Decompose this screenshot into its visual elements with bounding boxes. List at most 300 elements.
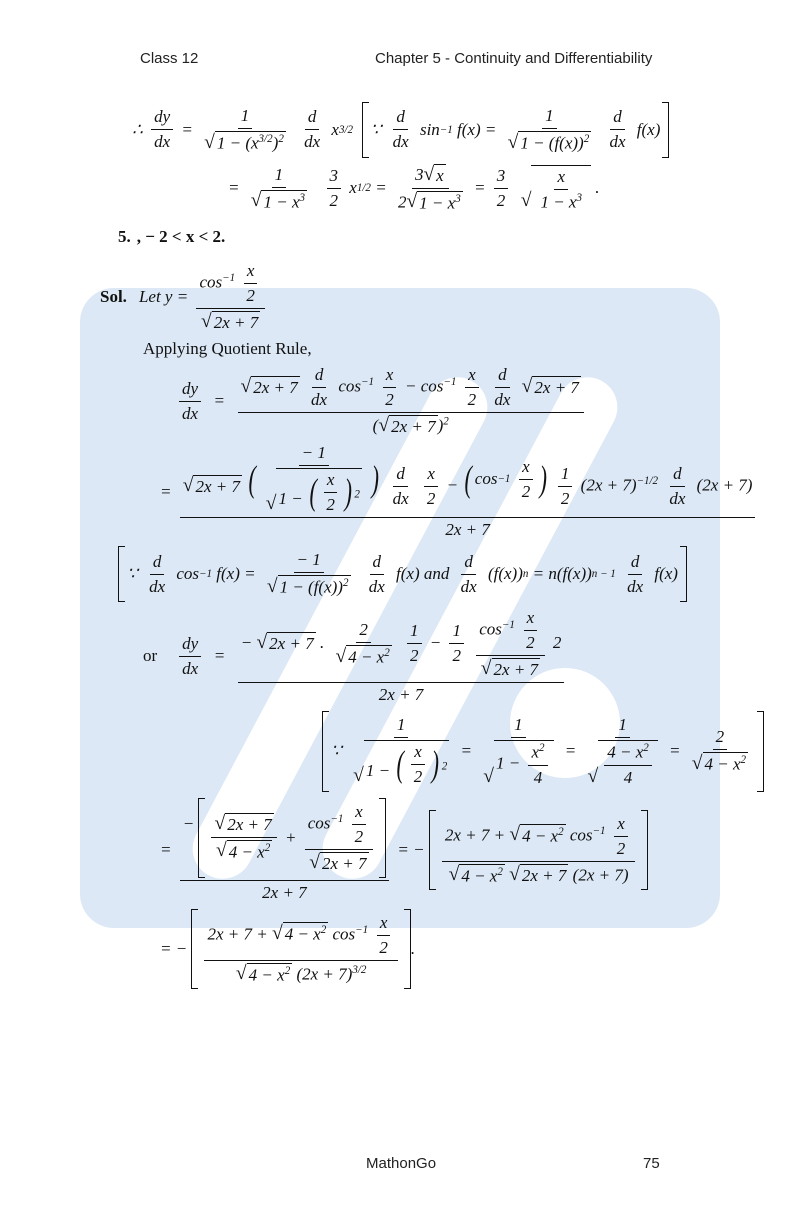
denominator (376, 683, 427, 705)
radicand (520, 864, 569, 886)
numerator (628, 552, 643, 575)
numerator (180, 443, 756, 518)
math-text: 2x + 7 (322, 853, 367, 873)
denominator (478, 656, 543, 680)
radicand (225, 813, 274, 835)
fraction (248, 165, 310, 213)
radicand (532, 376, 581, 398)
math-text: 1 − x (263, 192, 300, 212)
radicand (247, 963, 293, 986)
fraction (180, 798, 389, 903)
math-text: 2x + 7 (253, 377, 298, 397)
fraction (366, 552, 388, 597)
math-text (606, 825, 610, 844)
math-text: 1 (452, 621, 461, 641)
radicand (703, 752, 749, 775)
math-text: x (526, 607, 535, 627)
fraction (196, 261, 264, 333)
math-text: f(x) = (212, 564, 260, 584)
math-text (598, 120, 602, 140)
square-root (216, 840, 272, 863)
math-text: 4 − x (348, 647, 385, 667)
superscript (502, 619, 515, 631)
denominator (424, 487, 439, 509)
radical-sign: √ (480, 657, 492, 679)
math-text: = (664, 741, 685, 761)
math-text: dx (494, 390, 511, 410)
math-text: sin (415, 119, 440, 139)
equation-line-4 (160, 443, 753, 540)
denominator (146, 575, 168, 597)
fraction (350, 715, 452, 787)
numerator (713, 727, 728, 750)
math-text (368, 924, 372, 943)
radical-sign: √ (521, 375, 533, 397)
numerator (449, 621, 464, 644)
math-text: . (591, 178, 600, 198)
fraction (201, 106, 289, 154)
math-text: ) (272, 133, 279, 153)
superscript (593, 825, 606, 837)
parenthesis-group (394, 742, 441, 787)
math-text: cos (334, 376, 362, 396)
square-bracket-group (429, 810, 648, 891)
math-text: 1 − x (419, 193, 456, 213)
math-text: 2 (643, 741, 649, 754)
math-text (550, 476, 554, 495)
equation-line-3 (175, 365, 800, 437)
denominator (491, 388, 513, 410)
superscript (343, 577, 349, 589)
math-text: dy (182, 633, 199, 653)
square-root (335, 645, 391, 668)
square-root (483, 740, 553, 788)
superscript (354, 489, 360, 501)
numerator (356, 620, 371, 643)
math-text (416, 476, 420, 495)
fraction (179, 634, 201, 679)
denominator (366, 575, 388, 597)
numerator (324, 470, 338, 493)
math-text: d (396, 464, 405, 484)
math-text: n (522, 568, 529, 581)
radicand (494, 740, 554, 788)
fraction (382, 365, 397, 410)
math-text: 2 (526, 632, 535, 652)
superscript (497, 866, 503, 878)
radicand (276, 468, 361, 515)
radical-sign: √ (250, 190, 262, 212)
math-text: 3 (455, 192, 461, 205)
math-text: 2 (560, 489, 570, 509)
superscript (592, 568, 616, 580)
denominator (259, 881, 310, 903)
math-text: 3 (414, 164, 424, 184)
superscript (355, 923, 368, 935)
radical-sign: √ (201, 311, 212, 333)
math-text: = (160, 481, 176, 501)
denominator (614, 837, 629, 859)
fraction (243, 261, 258, 306)
denominator (607, 130, 629, 152)
math-text: 1 (240, 106, 250, 125)
parenthesis-group (307, 470, 354, 515)
math-text: d (630, 551, 640, 571)
equation-line-9 (160, 909, 800, 990)
math-text: 2x + 7 (493, 659, 539, 679)
radical-sign: √ (214, 812, 226, 834)
math-text: 2 (385, 390, 394, 410)
math-text: = − (160, 938, 192, 958)
denominator (332, 643, 394, 668)
math-text: = (456, 741, 477, 761)
math-text: x (246, 261, 255, 281)
square-bracket-group (198, 798, 386, 878)
math-text: cos (328, 924, 356, 944)
denominator (689, 750, 751, 775)
math-text: = (560, 741, 581, 761)
math-text: 1 − (x (216, 133, 259, 153)
radical-sign: √ (509, 824, 521, 846)
math-text: −1 (439, 123, 453, 136)
superscript (558, 826, 564, 838)
math-text (510, 469, 514, 489)
numerator (614, 814, 628, 837)
radicand (434, 164, 446, 186)
math-text: = (205, 646, 234, 666)
radicand (215, 131, 286, 154)
math-text (616, 564, 620, 584)
fraction (505, 106, 595, 154)
denominator (523, 631, 538, 653)
fraction (604, 742, 652, 788)
math-text: − 1 (296, 550, 321, 570)
superscript (357, 182, 371, 194)
math-text: 1 − x (540, 192, 577, 212)
math-text: (2x + 7) (568, 865, 629, 885)
math-text: dx (669, 489, 686, 509)
fraction (442, 814, 635, 887)
math-text: ∵ (127, 564, 143, 584)
math-text: 1 (514, 714, 523, 734)
radical-sign: √ (256, 631, 268, 653)
math-text: 3/2 (352, 963, 367, 976)
denominator (327, 189, 342, 211)
parenthesis-group (462, 457, 549, 502)
square-root (183, 475, 242, 497)
denominator (621, 766, 636, 788)
numerator (670, 464, 685, 487)
numerator (238, 106, 253, 129)
fraction (585, 715, 661, 788)
math-text: n − 1 (591, 568, 616, 581)
math-text: 4 − x (228, 842, 265, 862)
radical-sign: √ (240, 375, 252, 397)
radicand (283, 922, 329, 945)
superscript (584, 133, 590, 145)
fraction (151, 107, 173, 152)
fraction (180, 443, 756, 540)
superscript (259, 133, 273, 145)
math-text: dx (392, 132, 409, 152)
denominator (494, 189, 509, 211)
numerator (528, 742, 547, 766)
radical-sign: √ (235, 963, 247, 985)
numerator (554, 167, 568, 190)
math-text: dy (154, 107, 171, 127)
square-root (522, 376, 581, 398)
math-text (381, 476, 385, 495)
math-text: 1 (560, 464, 570, 484)
page-header (0, 50, 800, 72)
radical-sign: √ (520, 190, 532, 212)
math-text: + (280, 827, 301, 847)
fraction (179, 379, 201, 424)
math-text: ∴ (132, 119, 148, 139)
square-root (267, 575, 351, 598)
fraction (411, 742, 426, 787)
denominator (449, 644, 464, 666)
square-root (309, 852, 368, 874)
denominator (411, 765, 426, 787)
superscript (741, 754, 747, 766)
math-text: − 1 (301, 443, 326, 463)
radicand (520, 824, 566, 847)
math-text: 2 (496, 190, 506, 210)
numerator (196, 261, 264, 309)
math-text: − (442, 475, 463, 495)
denominator (480, 738, 556, 788)
let-expression (139, 261, 269, 333)
denominator (243, 284, 258, 306)
math-text: x (414, 742, 422, 762)
math-text: 4 − x (522, 826, 559, 846)
math-text: d (152, 551, 162, 571)
fraction (395, 164, 466, 214)
math-text (358, 564, 362, 584)
math-text: dx (368, 576, 385, 596)
radical-sign: √ (204, 131, 215, 153)
math-text: 2 (426, 489, 436, 509)
math-text: d (307, 107, 317, 127)
math-text: 2x + 7 (391, 417, 436, 437)
math-text (235, 273, 239, 292)
math-text: −1 (222, 272, 236, 285)
radicand (459, 864, 505, 887)
numerator (461, 552, 476, 575)
square-root (241, 376, 300, 398)
numerator (519, 457, 533, 480)
denominator (446, 862, 632, 887)
math-text: 4 − x (704, 755, 741, 775)
superscript (384, 647, 390, 659)
square-root (509, 824, 565, 847)
math-text: 1 (410, 621, 419, 641)
square-root (449, 864, 505, 887)
parenthesis-group (246, 443, 381, 515)
denominator (390, 130, 412, 152)
math-text: x (355, 801, 363, 821)
numerator (407, 621, 422, 644)
math-text (515, 619, 519, 638)
square-root (204, 131, 286, 154)
math-text: x (379, 912, 388, 932)
numerator (305, 802, 373, 850)
math-text: (f(x)) (483, 564, 523, 584)
math-text (353, 120, 362, 140)
fraction (407, 621, 422, 666)
math-text: 1 (618, 714, 627, 734)
superscript (300, 192, 306, 204)
denominator (390, 487, 412, 509)
numerator (179, 379, 201, 402)
math-text: 2 (379, 937, 388, 957)
math-text: dx (182, 658, 199, 678)
math-text (314, 178, 323, 198)
math-text: f(x) (650, 564, 678, 584)
math-text: f(x) = (452, 119, 501, 139)
math-text: = (370, 178, 391, 198)
math-text: −1 (592, 824, 606, 837)
radicand (278, 575, 351, 598)
denominator (458, 575, 480, 597)
radicand (492, 658, 541, 680)
math-text: f(x) (632, 119, 661, 139)
numerator (150, 552, 165, 575)
math-text: = (228, 178, 244, 198)
math-text: = (469, 178, 490, 198)
or-label: or (143, 646, 158, 666)
square-root (236, 963, 292, 986)
math-text: x (557, 166, 565, 186)
denominator (306, 850, 371, 874)
math-text: −1 (501, 618, 515, 631)
math-text: = (160, 840, 176, 860)
square-root (378, 415, 437, 437)
numerator (511, 715, 526, 738)
math-text: dx (627, 576, 644, 596)
math-text: 2 (452, 646, 461, 666)
fraction (390, 464, 412, 509)
fraction (305, 802, 373, 874)
radical-sign: √ (309, 851, 321, 873)
square-root (272, 922, 328, 945)
math-text (374, 377, 378, 396)
denominator (395, 189, 466, 214)
fraction (476, 608, 544, 680)
denominator (376, 936, 391, 958)
denominator (151, 130, 173, 152)
fraction (494, 166, 509, 211)
math-text: x (617, 813, 625, 833)
math-text: dx (149, 576, 166, 596)
square-root (266, 468, 362, 515)
math-text: 2 (521, 481, 531, 501)
numerator (610, 107, 625, 130)
numerator (604, 742, 652, 766)
radical-sign: √ (406, 191, 418, 213)
math-text: 2x + 7 (227, 814, 272, 834)
math-text: 2 (359, 620, 368, 640)
math-text: ∵ (370, 119, 386, 139)
numerator (352, 802, 366, 825)
denominator (179, 657, 201, 679)
math-text: x (468, 365, 476, 385)
denominator (505, 129, 595, 154)
math-text: 2x + 7 (195, 476, 240, 496)
square-bracket-group (362, 102, 670, 158)
denominator (248, 188, 310, 213)
radical-sign: √ (215, 840, 227, 862)
radical-sign: √ (423, 163, 435, 185)
denominator (585, 738, 661, 788)
math-text: f(x) and (391, 564, 454, 584)
fraction (308, 365, 330, 410)
radical-sign: √ (266, 575, 278, 597)
math-text: 2 (278, 133, 284, 145)
math-text (468, 633, 472, 652)
math-text: 2 (320, 924, 327, 937)
numerator (312, 365, 327, 388)
math-text: −1 (199, 568, 213, 581)
math-text: dx (311, 390, 328, 410)
superscript (440, 124, 453, 136)
math-text: −1 (355, 923, 369, 936)
math-text: x (385, 365, 394, 385)
fraction (558, 464, 573, 509)
radical-sign: √ (265, 493, 277, 515)
math-text: . (315, 632, 329, 652)
math-text: 2x + 7 (445, 520, 490, 540)
math-text: 4 (623, 767, 633, 787)
radicand (261, 190, 307, 213)
math-text: x (427, 464, 435, 484)
math-text: 2 (354, 826, 364, 846)
denominator (263, 466, 365, 515)
denominator (465, 388, 480, 410)
math-text (658, 476, 662, 495)
math-text: 3 (329, 165, 339, 185)
fraction (424, 464, 439, 509)
math-text: ( (372, 416, 379, 436)
math-text: 1 (274, 164, 284, 184)
math-text: = − (393, 840, 429, 860)
denominator (350, 738, 452, 787)
math-text: 2x + 7 (262, 882, 307, 902)
superscript (222, 272, 235, 284)
radicand (251, 376, 300, 398)
square-bracket-group (191, 909, 410, 990)
math-text: dx (460, 576, 477, 596)
numerator (244, 261, 258, 284)
math-text (399, 633, 403, 652)
fraction (607, 107, 629, 152)
square-root (256, 632, 315, 654)
square-root (692, 752, 748, 775)
radical-sign: √ (353, 765, 364, 787)
numerator (465, 365, 479, 388)
math-text: (2x + 7) (576, 475, 637, 495)
radical-sign: √ (335, 645, 347, 667)
fraction (519, 457, 534, 502)
math-text: 1 − (278, 489, 307, 509)
denominator (519, 480, 534, 502)
radicand (389, 415, 438, 437)
math-text: 2x + 7 (378, 684, 424, 704)
equation-line-5 (118, 546, 800, 602)
math-text: − cos (400, 376, 444, 396)
math-text: 4 − x (284, 925, 321, 945)
